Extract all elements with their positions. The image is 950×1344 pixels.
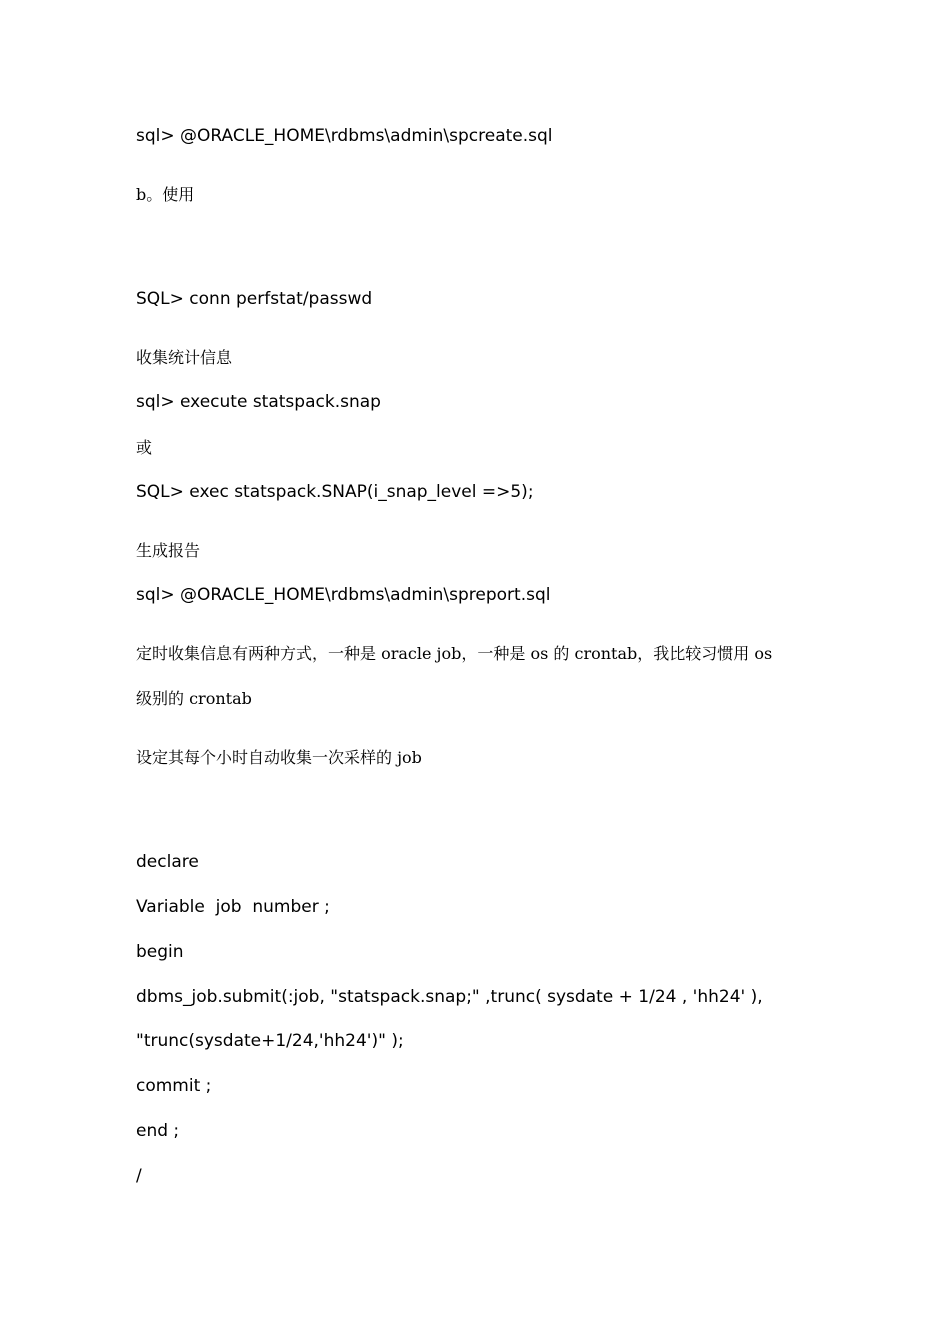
section-heading-usage: b。使用 bbox=[136, 185, 195, 204]
text-line-hourly-job: 设定其每个小时自动收集一次采样的 job bbox=[136, 748, 422, 767]
text-line-collect-stats: 收集统计信息 bbox=[136, 348, 233, 367]
text-line-or: 或 bbox=[136, 438, 153, 457]
code-line-interval: "trunc(sysdate+1/24,'hh24')" ); bbox=[136, 1031, 404, 1051]
code-line-spcreate: sql> @ORACLE_HOME\rdbms\admin\spcreate.sql bbox=[136, 126, 553, 146]
code-line-end: end ; bbox=[136, 1121, 180, 1141]
code-line-slash: / bbox=[136, 1166, 142, 1186]
code-line-conn: SQL> conn perfstat/passwd bbox=[136, 289, 373, 309]
text-line-crontab-level: 级别的 crontab bbox=[136, 689, 252, 708]
text-line-generate-report: 生成报告 bbox=[136, 541, 201, 560]
code-line-spreport: sql> @ORACLE_HOME\rdbms\admin\spreport.sql bbox=[136, 585, 551, 605]
code-line-variable: Variable job number ; bbox=[136, 897, 330, 917]
code-line-commit: commit ; bbox=[136, 1076, 212, 1096]
code-line-declare: declare bbox=[136, 852, 199, 872]
code-line-execute-snap: sql> execute statspack.snap bbox=[136, 392, 381, 412]
code-line-begin: begin bbox=[136, 942, 184, 962]
text-line-schedule-methods: 定时收集信息有两种方式，一种是 oracle job，一种是 os 的 crontab，我比较习惯用 os bbox=[136, 644, 773, 663]
code-line-submit: dbms_job.submit(:job, "statspack.snap;" ,trunc( sysdate + 1/24 , 'hh24' ), bbox=[136, 987, 763, 1007]
code-line-exec-snap-level: SQL> exec statspack.SNAP(i_snap_level =>5); bbox=[136, 482, 534, 502]
